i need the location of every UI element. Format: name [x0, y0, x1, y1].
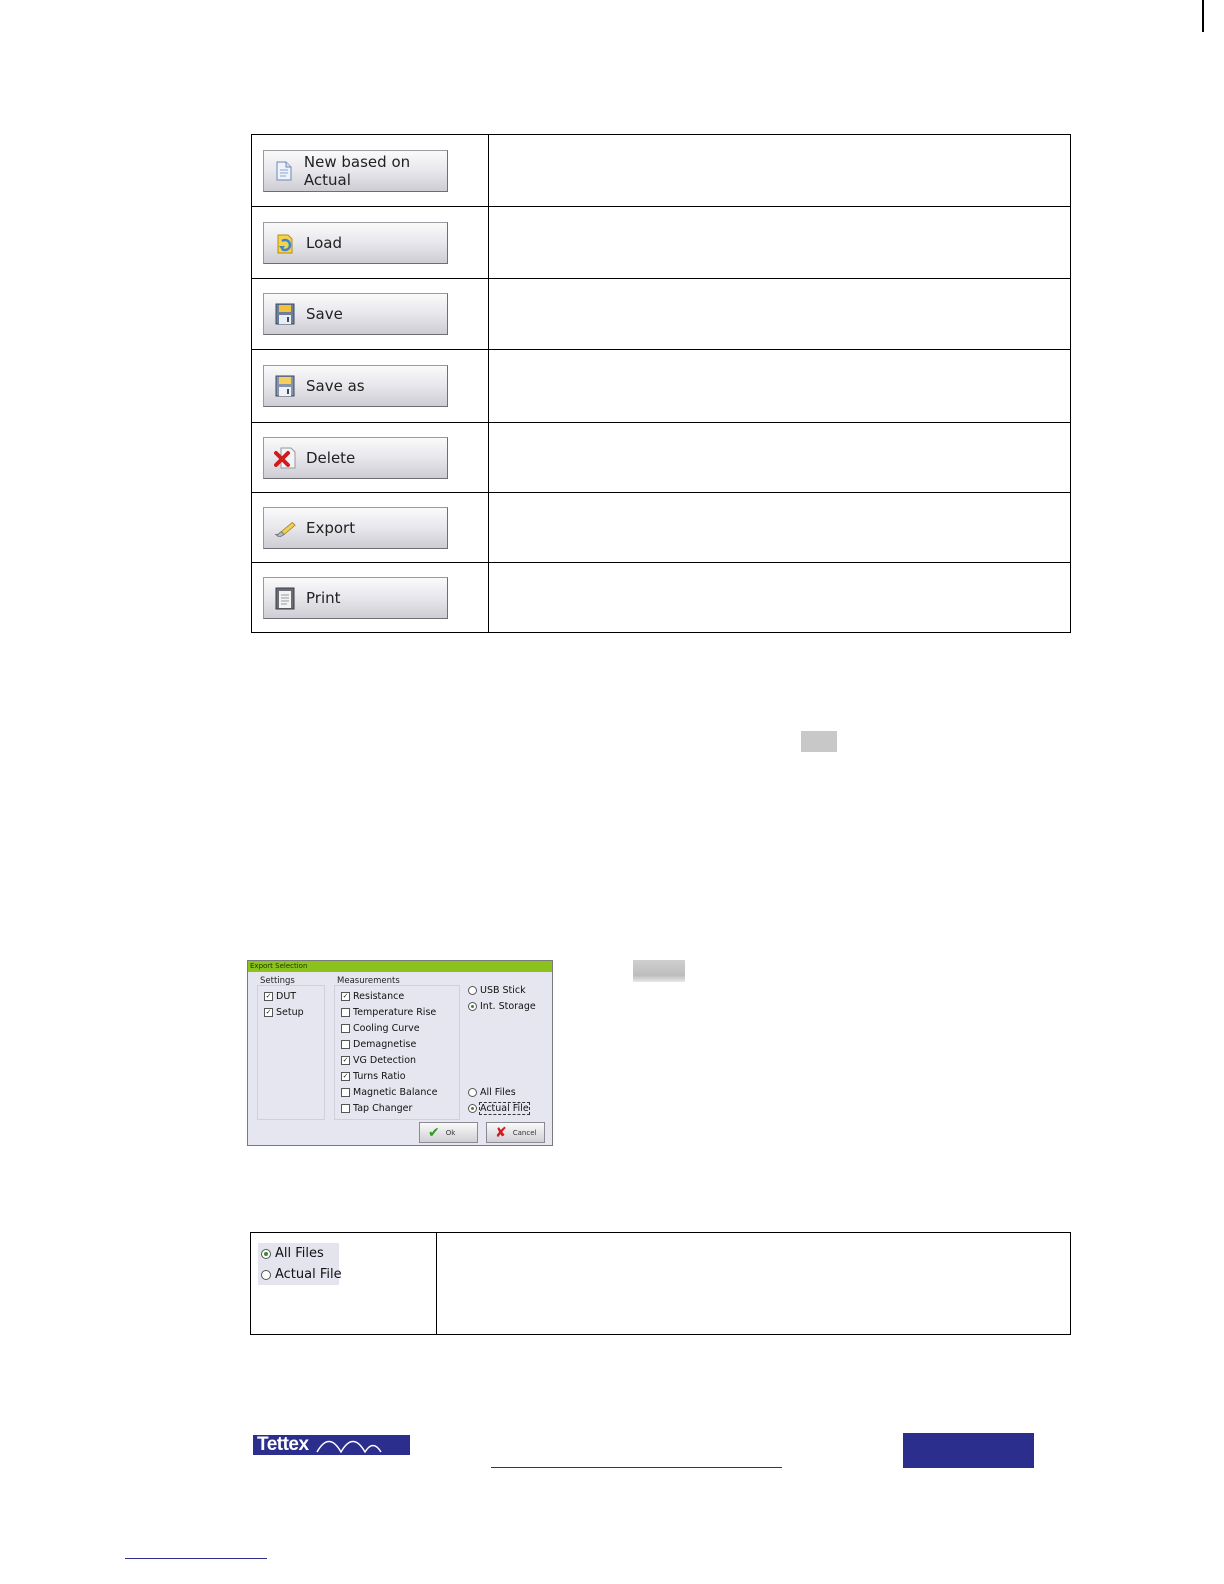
table-row: [252, 350, 1071, 423]
cancel-button[interactable]: ✘ Cancel: [486, 1122, 545, 1143]
scope-all-files-radio[interactable]: All Files: [468, 1087, 516, 1098]
inline-button-image: [801, 731, 837, 752]
measurement-cooling-curve-checkbox[interactable]: Cooling Curve: [341, 1023, 420, 1034]
button-label: Save as: [306, 377, 365, 395]
checkmark-icon: ✔: [428, 1124, 440, 1141]
new-based-on-actual-button[interactable]: [263, 150, 448, 192]
inline-button-image: [633, 960, 685, 982]
button-label: Export: [306, 518, 356, 537]
dialog-title: Export Selection: [248, 961, 552, 972]
button-label: Delete: [306, 448, 356, 467]
floppy-disk-icon: [274, 301, 296, 327]
button-label: Save: [306, 305, 343, 323]
measurement-temperature-rise-checkbox[interactable]: Temperature Rise: [341, 1007, 436, 1018]
file-buttons-table: [251, 134, 1071, 633]
settings-group: [257, 985, 325, 1120]
load-button[interactable]: [263, 222, 448, 264]
file-scope-table: [250, 1232, 1071, 1335]
measurement-magnetic-balance-checkbox[interactable]: Magnetic Balance: [341, 1087, 437, 1098]
target-int-storage-radio[interactable]: Int. Storage: [468, 1001, 536, 1012]
footer-divider: [491, 1467, 782, 1468]
file-scope-radio-group: [258, 1243, 342, 1285]
footer-brand-block: [903, 1433, 1034, 1468]
close-icon: ✘: [495, 1124, 507, 1141]
table-row: [252, 135, 1071, 207]
button-label: New based on Actual: [303, 152, 411, 189]
measurement-resistance-checkbox[interactable]: ✓ Resistance: [342, 991, 405, 1002]
ok-button[interactable]: ✔ Ok: [419, 1122, 478, 1143]
load-folder-icon: [274, 230, 296, 256]
bottom-divider: [125, 1558, 267, 1559]
delete-button[interactable]: [263, 437, 448, 479]
measurement-turns-ratio-checkbox[interactable]: ✓ Turns Ratio: [342, 1071, 406, 1082]
measurements-group: [334, 985, 460, 1120]
company-logo: Tettex: [253, 1435, 410, 1455]
button-label: Print: [306, 588, 341, 607]
scope-actual-file-radio[interactable]: Actual File: [468, 1103, 529, 1114]
button-label: Load: [306, 233, 342, 252]
export-selection-dialog: [247, 960, 553, 1146]
document-icon: [274, 158, 294, 184]
table-row: [252, 493, 1071, 563]
target-usb-stick-radio[interactable]: USB Stick: [468, 985, 526, 996]
printer-icon: [274, 585, 296, 611]
table-row: [252, 423, 1071, 493]
print-button[interactable]: [263, 577, 448, 619]
actual-file-radio[interactable]: Actual File: [261, 1267, 342, 1282]
save-as-button[interactable]: [263, 365, 448, 407]
setting-setup-checkbox[interactable]: ✓ Setup: [265, 1007, 304, 1018]
table-row: [251, 1233, 1071, 1335]
all-files-radio[interactable]: All Files: [261, 1246, 324, 1261]
measurement-vg-detection-checkbox[interactable]: ✓ VG Detection: [342, 1055, 417, 1066]
table-row: [252, 279, 1071, 350]
table-row: [252, 207, 1071, 279]
setting-dut-checkbox[interactable]: ✓ DUT: [265, 991, 297, 1002]
delete-x-icon: [274, 445, 296, 471]
wave-logo-icon: [315, 1437, 385, 1453]
settings-title: Settings: [260, 976, 295, 986]
measurement-tap-changer-checkbox[interactable]: Tap Changer: [341, 1103, 412, 1114]
margin-line: [1202, 0, 1204, 32]
table-row: [252, 563, 1071, 633]
measurements-title: Measurements: [337, 976, 400, 986]
measurement-demagnetise-checkbox[interactable]: Demagnetise: [341, 1039, 416, 1050]
export-button[interactable]: [263, 507, 448, 549]
usb-stick-icon: [274, 515, 296, 541]
floppy-disk-icon: [274, 373, 296, 399]
save-button[interactable]: [263, 293, 448, 335]
